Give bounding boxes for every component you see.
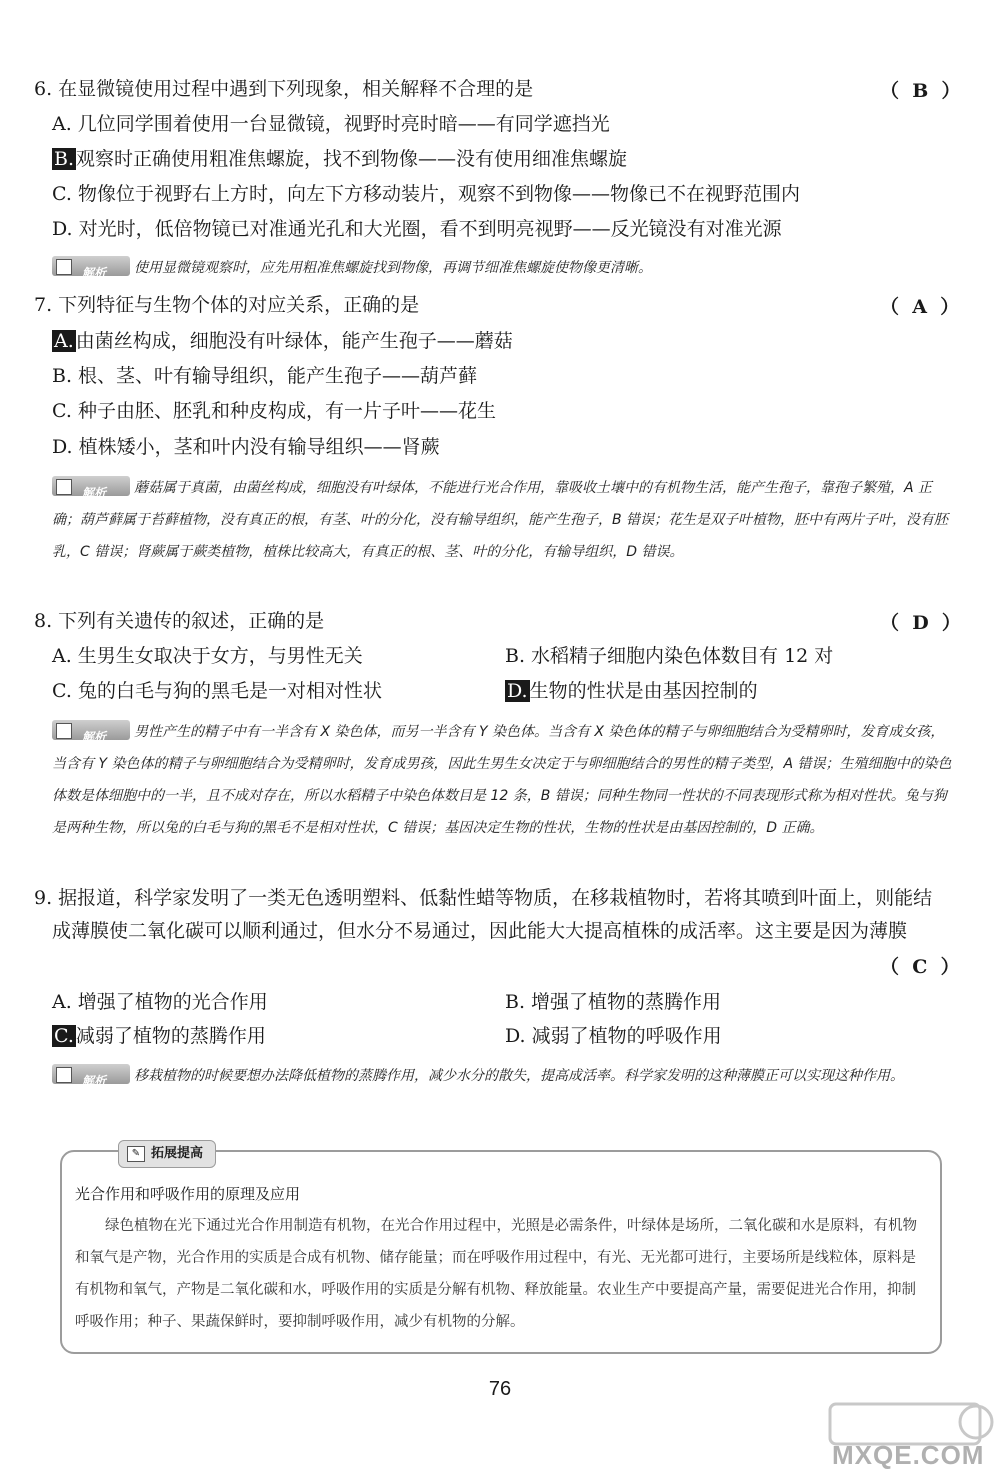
question-7-answer: （ A ） [880,296,960,318]
question-6-option-b [52,146,627,172]
question-7-option-a [52,328,513,354]
extension-title: 光合作用和呼吸作用的原理及应用 [75,1185,301,1203]
answer-mark: C. [54,1025,74,1047]
explanation-badge-icon [52,476,130,496]
question-8-option-c: C. 兔的白毛与狗的黑毛是一对相对性状 [52,680,382,702]
question-8-explanation [52,716,952,844]
watermark-text: MXQE.COM [832,1440,985,1470]
question-8-option-d [505,678,758,704]
option-text: 生物的性状是由基因控制的 [529,680,758,702]
question-9-stem-line-2: 成薄膜使二氧化碳可以顺利通过，但水分不易通过，因此能大大提高植株的成活率。这主要是因为薄膜 [52,920,908,942]
question-7-stem: 7. 下列特征与生物个体的对应关系，正确的是 [34,294,420,316]
explanation-text: 蘑菇属于真菌，由菌丝构成，细胞没有叶绿体，不能进行光合作用，靠吸收土壤中的有机物生活，能产生孢子，靠孢子繁殖，A 正确；葫芦藓属于苔藓植物，没有真正的根，有茎、叶的分化，没有输导组织，能产生孢子，B 错误；花生是双子叶植物，胚中有两片子叶，没有胚乳，C 错误；肾蕨属于蕨类植物，植株比较高大，有真正的根、茎、叶的分化，有输导组织，D 错误。 [52,480,949,560]
question-6-option-c: C. 物像位于视野右上方时，向左下方移动装片，观察不到物像——物像已不在视野范围内 [52,183,800,205]
explanation-text: 使用显微镜观察时，应先用粗准焦螺旋找到物像，再调节细准焦螺旋使物像更清晰。 [134,260,652,276]
explanation-text: 男性产生的精子中有一半含有 X 染色体，而另一半含有 Y 染色体。当含有 X 染色体的精子与卵细胞结合为受精卵时，发育成女孩，当含有 Y 染色体的精子与卵细胞结合为受精卵时，发育成男孩，因此生男生女决定于与卵细胞结合的男性的精子类型，A 错误；生殖细胞中的染色体数是体细胞中的一半，且不成对存在，所以水稻精子中染色体数目是 12 条，B 错误；同种生物同一性状的不同表现形式称为相对性状。兔与狗是两种生物，所以兔的白毛与狗的黑毛不是相对性状，C 错误；基因决定生物的性状，生物的性状是由基因控制的，D 正确。 [52,724,952,836]
option-text: 观察时正确使用粗准焦螺旋，找不到物像——没有使用细准焦螺旋 [76,148,628,170]
page-number: 76 [488,1378,512,1400]
question-9-explanation [52,1060,952,1092]
question-6-answer: （ B ） [880,80,961,102]
question-8-option-b: B. 水稻精子细胞内染色体数目有 12 对 [505,645,834,667]
extension-body: 绿色植物在光下通过光合作用制造有机物，在光合作用过程中，光照是必需条件，叶绿体是场所，二氧化碳和水是原料，有机物和氧气是产物，光合作用的实质是合成有机物、储存能量；而在呼吸作用过程中，有光、无光都可进行，主要场所是线粒体，原料是有机物和氧气，产物是二氧化碳和水，呼吸作用的实质是分解有机物、释放能量。农业生产中要提高产量，需要促进光合作用，抑制呼吸作用；种子、果蔬保鲜时，要抑制呼吸作用，减少有机物的分解。 [75,1218,917,1330]
question-9-option-c [52,1023,266,1049]
extension-tab-label: 拓展提高 [151,1146,204,1161]
explanation-badge-icon [52,1064,130,1084]
answer-mark: B. [54,148,75,170]
question-9-answer: （ C ） [880,956,960,978]
question-7-option-c: C. 种子由胚、胚乳和种皮构成，有一片子叶——花生 [52,400,496,422]
question-6-stem: 6. 在显微镜使用过程中遇到下列现象，相关解释不合理的是 [34,78,534,100]
question-6-option-d: D. 对光时，低倍物镜已对准通光孔和大光圈，看不到明亮视野——反光镜没有对准光源 [52,218,782,240]
answer-mark: A. [54,330,74,352]
option-text: 减弱了植物的蒸腾作用 [75,1025,266,1047]
answer-mark: D. [507,680,528,702]
explanation-text: 移栽植物的时候要想办法降低植物的蒸腾作用，减少水分的散失，提高成活率。科学家发明的这种薄膜正可以实现这种作用。 [134,1068,904,1084]
explanation-badge-icon [52,720,130,740]
question-9-option-b: B. 增强了植物的蒸腾作用 [505,991,722,1013]
question-9-stem-line-1: 9. 据报道，科学家发明了一类无色透明塑料、低黏性蜡等物质，在移栽植物时，若将其喷到叶面上，则能结 [34,887,933,909]
question-6-option-a: A. 几位同学围着使用一台显微镜，视野时亮时暗——有同学遮挡光 [52,113,610,135]
option-text: 由菌丝构成，细胞没有叶绿体，能产生孢子——蘑菇 [75,330,513,352]
question-9-option-d: D. 减弱了植物的呼吸作用 [505,1025,722,1047]
question-8-answer: （ D ） [880,612,961,634]
explanation-badge-icon [52,256,130,276]
question-8-option-a: A. 生男生女取决于女方，与男性无关 [52,645,363,667]
notebook-icon: ✎ [127,1146,145,1162]
question-6-explanation [52,252,952,284]
extension-tab [118,1140,216,1168]
question-7-explanation [52,472,952,568]
question-8-stem: 8. 下列有关遗传的叙述，正确的是 [34,610,325,632]
question-7-option-b: B. 根、茎、叶有输导组织，能产生孢子——葫芦藓 [52,365,478,387]
question-9-option-a: A. 增强了植物的光合作用 [52,991,268,1013]
question-7-option-d: D. 植株矮小，茎和叶内没有输导组织——肾蕨 [52,436,440,458]
